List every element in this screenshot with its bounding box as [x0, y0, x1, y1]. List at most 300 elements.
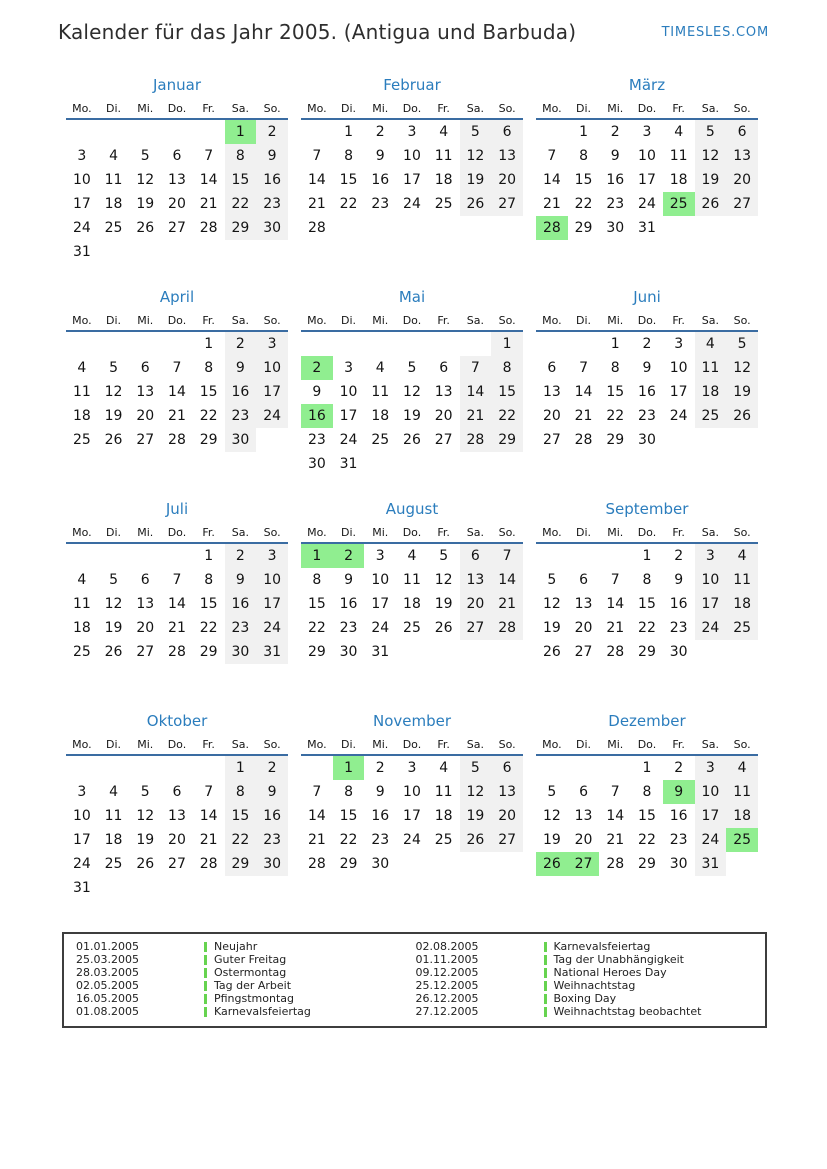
day-cell: 1: [610, 336, 620, 352]
weekday-header: Mo.: [542, 525, 562, 539]
day-cell: 25: [726, 616, 758, 640]
day-cell: 18: [434, 808, 453, 824]
day-cell: 7: [491, 543, 523, 568]
holiday-marker-icon: [544, 981, 547, 991]
day-cell: 27: [136, 644, 155, 660]
day-cell: 1: [642, 760, 652, 776]
day-cell: 24: [72, 220, 91, 236]
day-cell: 30: [669, 644, 688, 660]
day-cell: 27: [136, 432, 155, 448]
empty-cell: [460, 664, 492, 688]
day-cell: 21: [307, 832, 326, 848]
day-cell: 29: [199, 644, 218, 660]
weekday-header: Mo.: [542, 737, 562, 751]
weekday-header: Sa.: [466, 525, 484, 539]
empty-cell: [364, 216, 396, 240]
day-cell: 13: [434, 384, 453, 400]
empty-cell: [333, 240, 365, 264]
empty-cell: [225, 876, 257, 900]
month-august: [301, 498, 523, 696]
holiday-day-cell: 25: [663, 192, 695, 216]
day-cell: 19: [695, 168, 727, 192]
month-days: [536, 755, 758, 900]
day-cell: 16: [669, 596, 688, 612]
day-cell: 1: [225, 755, 257, 780]
day-cell: 19: [542, 620, 561, 636]
empty-cell: [428, 852, 460, 876]
day-cell: 28: [199, 220, 218, 236]
weekday-header: Mi.: [607, 525, 624, 539]
day-cell: 25: [104, 856, 123, 872]
day-cell: 1: [344, 124, 354, 140]
day-cell: 7: [172, 360, 182, 376]
weekday-header: Di.: [106, 101, 122, 115]
weekday-header: So.: [733, 313, 751, 327]
month-days: [301, 331, 523, 476]
day-cell: 20: [136, 620, 155, 636]
day-cell: 19: [542, 832, 561, 848]
month-table: [301, 522, 523, 688]
holiday-marker-icon: [204, 1007, 207, 1017]
day-cell: 23: [307, 432, 326, 448]
day-cell: 30: [225, 428, 257, 452]
empty-cell: [599, 452, 631, 476]
weekday-header: So.: [733, 737, 751, 751]
day-cell: 22: [199, 408, 218, 424]
day-cell: 9: [225, 356, 257, 380]
weekday-header: Sa.: [701, 313, 719, 327]
empty-cell: [536, 876, 568, 900]
day-cell: 17: [695, 804, 727, 828]
day-cell: 30: [256, 852, 288, 876]
day-cell: 18: [104, 832, 123, 848]
day-cell: 23: [606, 196, 625, 212]
day-cell: 26: [434, 620, 453, 636]
day-cell: 28: [307, 220, 326, 236]
weekday-header: Mo.: [72, 101, 92, 115]
empty-cell: [225, 240, 257, 264]
day-cell: 12: [136, 808, 155, 824]
legend-label: Weihnachtstag beobachtet: [553, 1004, 702, 1018]
weekday-header-row: [66, 310, 288, 331]
day-cell: 15: [339, 172, 358, 188]
weekday-header-row: [66, 734, 288, 755]
day-cell: 8: [344, 784, 354, 800]
legend-label: Tag der Arbeit: [214, 978, 292, 992]
day-cell: 3: [77, 148, 87, 164]
weekday-header: Sa.: [701, 101, 719, 115]
empty-cell: [333, 331, 365, 356]
empty-cell: [161, 119, 193, 144]
weekday-header: Sa.: [466, 313, 484, 327]
empty-cell: [428, 240, 460, 264]
day-cell: 25: [434, 832, 453, 848]
day-cell: 30: [225, 640, 257, 664]
empty-cell: [193, 664, 225, 688]
day-cell: 28: [491, 616, 523, 640]
empty-cell: [66, 755, 98, 780]
empty-cell: [301, 664, 333, 688]
day-cell: 3: [375, 548, 385, 564]
empty-cell: [460, 640, 492, 664]
day-cell: 15: [606, 384, 625, 400]
weekday-header: Fr.: [437, 737, 450, 751]
empty-cell: [301, 876, 333, 900]
day-cell: 9: [642, 360, 652, 376]
day-cell: 22: [199, 620, 218, 636]
day-cell: 6: [547, 360, 557, 376]
day-cell: 9: [256, 144, 288, 168]
day-cell: 18: [726, 592, 758, 616]
day-cell: 31: [371, 644, 390, 660]
day-cell: 4: [109, 148, 119, 164]
month-table: [66, 98, 288, 264]
empty-cell: [161, 876, 193, 900]
legend-item: [416, 1006, 756, 1019]
empty-cell: [428, 331, 460, 356]
day-cell: 12: [542, 596, 561, 612]
legend-item: [76, 980, 416, 993]
month-days: [301, 543, 523, 688]
weekday-header: Mi.: [137, 525, 154, 539]
day-cell: 17: [403, 808, 421, 824]
day-cell: 26: [104, 432, 123, 448]
day-cell: 18: [371, 408, 390, 424]
empty-cell: [396, 216, 428, 240]
empty-cell: [333, 216, 365, 240]
day-cell: 2: [610, 124, 620, 140]
day-cell: 3: [256, 331, 288, 356]
empty-cell: [98, 664, 130, 688]
month-title: April: [159, 288, 195, 306]
legend-label: Tag der Unabhängigkeit: [553, 952, 684, 966]
day-cell: 26: [460, 192, 492, 216]
empty-cell: [536, 240, 568, 264]
day-cell: 24: [669, 408, 688, 424]
day-cell: 31: [339, 456, 358, 472]
month-juli: [66, 498, 288, 696]
day-cell: 20: [460, 592, 492, 616]
empty-cell: [568, 543, 600, 568]
day-cell: 4: [726, 755, 758, 780]
day-cell: 24: [403, 832, 421, 848]
day-cell: 21: [491, 592, 523, 616]
day-cell: 12: [104, 384, 123, 400]
weekday-header: Do.: [402, 101, 422, 115]
legend-date: 02.05.2005: [76, 978, 139, 992]
day-cell: 13: [491, 780, 523, 804]
day-cell: 8: [610, 360, 620, 376]
weekday-header: Di.: [341, 101, 357, 115]
weekday-header: Sa.: [231, 101, 249, 115]
day-cell: 5: [109, 360, 119, 376]
weekday-header: Di.: [576, 101, 592, 115]
day-cell: 24: [72, 856, 91, 872]
empty-cell: [726, 876, 758, 900]
weekday-header: Sa.: [466, 737, 484, 751]
empty-cell: [396, 331, 428, 356]
weekday-header-row: [536, 310, 758, 331]
empty-cell: [161, 240, 193, 264]
month-title: Juni: [633, 288, 661, 306]
empty-cell: [491, 876, 523, 900]
day-cell: 21: [199, 196, 218, 212]
month-days: [66, 119, 288, 264]
weekday-header: Fr.: [202, 313, 215, 327]
month-marz: [536, 74, 758, 272]
day-cell: 31: [72, 880, 91, 896]
day-cell: 26: [136, 220, 155, 236]
empty-cell: [568, 664, 600, 688]
empty-cell: [695, 452, 727, 476]
day-cell: 8: [225, 780, 257, 804]
day-cell: 8: [312, 572, 322, 588]
day-cell: 20: [491, 804, 523, 828]
month-table: [301, 310, 523, 476]
day-cell: 3: [344, 360, 354, 376]
day-cell: 29: [225, 852, 257, 876]
day-cell: 2: [256, 119, 288, 144]
day-cell: 6: [140, 572, 150, 588]
day-cell: 12: [136, 172, 155, 188]
day-cell: 5: [547, 784, 557, 800]
day-cell: 20: [726, 168, 758, 192]
holiday-marker-icon: [544, 994, 547, 1004]
day-cell: 28: [168, 644, 186, 660]
empty-cell: [98, 119, 130, 144]
empty-cell: [599, 240, 631, 264]
day-cell: 10: [669, 360, 688, 376]
weekday-header: Mo.: [307, 101, 327, 115]
day-cell: 18: [695, 380, 727, 404]
weekday-header: Mo.: [542, 313, 562, 327]
day-cell: 21: [168, 620, 186, 636]
day-cell: 29: [225, 216, 257, 240]
empty-cell: [460, 876, 492, 900]
weekday-header-row: [301, 522, 523, 543]
months-grid: [66, 74, 827, 908]
weekday-header: Mi.: [137, 313, 154, 327]
day-cell: 11: [104, 808, 123, 824]
day-cell: 5: [407, 360, 417, 376]
legend-label: Neujahr: [214, 940, 258, 953]
day-cell: 7: [312, 784, 322, 800]
weekday-header: Mi.: [607, 101, 624, 115]
day-cell: 23: [256, 192, 288, 216]
month-days: [536, 331, 758, 476]
day-cell: 10: [638, 148, 656, 164]
day-cell: 17: [669, 384, 688, 400]
day-cell: 3: [674, 336, 684, 352]
day-cell: 5: [109, 572, 119, 588]
day-cell: 4: [109, 784, 119, 800]
day-cell: 19: [104, 620, 123, 636]
month-days: [536, 119, 758, 264]
weekday-header: Mi.: [607, 313, 624, 327]
day-cell: 14: [542, 172, 561, 188]
weekday-header: Sa.: [701, 525, 719, 539]
weekday-header: Mo.: [307, 737, 327, 751]
weekday-header: Fr.: [437, 313, 450, 327]
holiday-day-cell: 1: [301, 543, 333, 568]
day-cell: 27: [542, 432, 561, 448]
empty-cell: [129, 876, 161, 900]
day-cell: 16: [669, 808, 688, 824]
day-cell: 10: [72, 808, 91, 824]
empty-cell: [568, 331, 600, 356]
day-cell: 29: [307, 644, 326, 660]
day-cell: 27: [491, 828, 523, 852]
weekday-header: Di.: [106, 313, 122, 327]
day-cell: 1: [579, 124, 589, 140]
month-days: [66, 331, 288, 476]
day-cell: 20: [136, 408, 155, 424]
day-cell: 16: [256, 168, 288, 192]
day-cell: 1: [642, 548, 652, 564]
weekday-header: Fr.: [437, 101, 450, 115]
day-cell: 27: [726, 192, 758, 216]
weekday-header: Mi.: [372, 101, 389, 115]
month-table: [66, 522, 288, 688]
holiday-marker-icon: [204, 968, 207, 978]
weekday-header: Do.: [167, 525, 187, 539]
day-cell: 3: [695, 543, 727, 568]
day-cell: 10: [695, 780, 727, 804]
day-cell: 13: [460, 568, 492, 592]
day-cell: 21: [606, 832, 625, 848]
empty-cell: [301, 331, 333, 356]
day-cell: 15: [307, 596, 326, 612]
day-cell: 4: [77, 572, 87, 588]
day-cell: 9: [375, 784, 385, 800]
day-cell: 14: [606, 808, 625, 824]
month-title: September: [605, 500, 689, 518]
empty-cell: [491, 640, 523, 664]
day-cell: 8: [204, 360, 214, 376]
empty-cell: [256, 240, 288, 264]
empty-cell: [460, 331, 492, 356]
weekday-header: Fr.: [672, 737, 685, 751]
month-november: [301, 710, 523, 908]
day-cell: 22: [225, 192, 257, 216]
day-cell: 14: [307, 808, 326, 824]
day-cell: 1: [204, 336, 214, 352]
brand-link[interactable]: TIMESLES.COM: [661, 25, 769, 40]
day-cell: 13: [574, 808, 593, 824]
day-cell: 16: [225, 592, 257, 616]
day-cell: 15: [225, 168, 257, 192]
day-cell: 20: [574, 832, 593, 848]
empty-cell: [536, 119, 568, 144]
empty-cell: [695, 428, 727, 452]
empty-cell: [726, 216, 758, 240]
day-cell: 9: [225, 568, 257, 592]
day-cell: 9: [256, 780, 288, 804]
empty-cell: [364, 240, 396, 264]
empty-cell: [301, 119, 333, 144]
legend-label: National Heroes Day: [553, 965, 667, 979]
empty-cell: [536, 755, 568, 780]
day-cell: 23: [371, 832, 390, 848]
day-cell: 20: [491, 168, 523, 192]
day-cell: 2: [642, 336, 652, 352]
empty-cell: [225, 664, 257, 688]
day-cell: 5: [439, 548, 449, 564]
weekday-header-row: [301, 734, 523, 755]
day-cell: 30: [339, 644, 358, 660]
legend-item: [76, 967, 416, 980]
holiday-day-cell: 1: [333, 755, 365, 780]
month-title: März: [628, 76, 666, 94]
legend-date: 01.11.2005: [415, 952, 479, 966]
empty-cell: [428, 452, 460, 476]
month-table: [536, 98, 758, 264]
day-cell: 25: [371, 432, 390, 448]
empty-cell: [364, 452, 396, 476]
empty-cell: [66, 664, 98, 688]
legend-label: Karnevalsfeiertag: [214, 1004, 311, 1018]
day-cell: 12: [726, 356, 758, 380]
day-cell: 13: [168, 808, 186, 824]
day-cell: 15: [491, 380, 523, 404]
empty-cell: [726, 452, 758, 476]
empty-cell: [568, 452, 600, 476]
day-cell: 20: [574, 620, 593, 636]
empty-cell: [396, 664, 428, 688]
day-cell: 2: [674, 760, 684, 776]
day-cell: 19: [136, 196, 155, 212]
month-title: Dezember: [608, 712, 686, 730]
weekday-header: Mi.: [607, 737, 624, 751]
month-title: November: [372, 712, 452, 730]
holiday-marker-icon: [544, 955, 547, 965]
legend-item: [76, 993, 416, 1006]
weekday-header: Fr.: [202, 101, 215, 115]
day-cell: 16: [225, 380, 257, 404]
weekday-header: Di.: [576, 737, 592, 751]
holiday-marker-icon: [204, 994, 207, 1004]
day-cell: 13: [542, 384, 561, 400]
empty-cell: [396, 640, 428, 664]
day-cell: 13: [491, 144, 523, 168]
weekday-header: Do.: [167, 737, 187, 751]
empty-cell: [568, 240, 600, 264]
weekday-header: Mi.: [137, 737, 154, 751]
day-cell: 24: [638, 196, 656, 212]
legend-date: 27.12.2005: [415, 1004, 479, 1018]
day-cell: 6: [172, 784, 182, 800]
weekday-header: Fr.: [202, 525, 215, 539]
day-cell: 13: [574, 596, 593, 612]
weekday-header: Di.: [106, 737, 122, 751]
day-cell: 29: [339, 856, 358, 872]
day-cell: 16: [371, 808, 390, 824]
day-cell: 28: [460, 428, 492, 452]
day-cell: 5: [726, 331, 758, 356]
day-cell: 13: [136, 384, 155, 400]
weekday-header: Mi.: [137, 101, 154, 115]
weekday-header: Do.: [637, 737, 657, 751]
weekday-header: So.: [263, 101, 281, 115]
day-cell: 12: [695, 144, 727, 168]
weekday-header: Sa.: [231, 525, 249, 539]
day-cell: 28: [606, 644, 625, 660]
month-days: [536, 543, 758, 688]
day-cell: 18: [72, 408, 91, 424]
empty-cell: [256, 876, 288, 900]
day-cell: 10: [256, 568, 288, 592]
day-cell: 12: [542, 808, 561, 824]
